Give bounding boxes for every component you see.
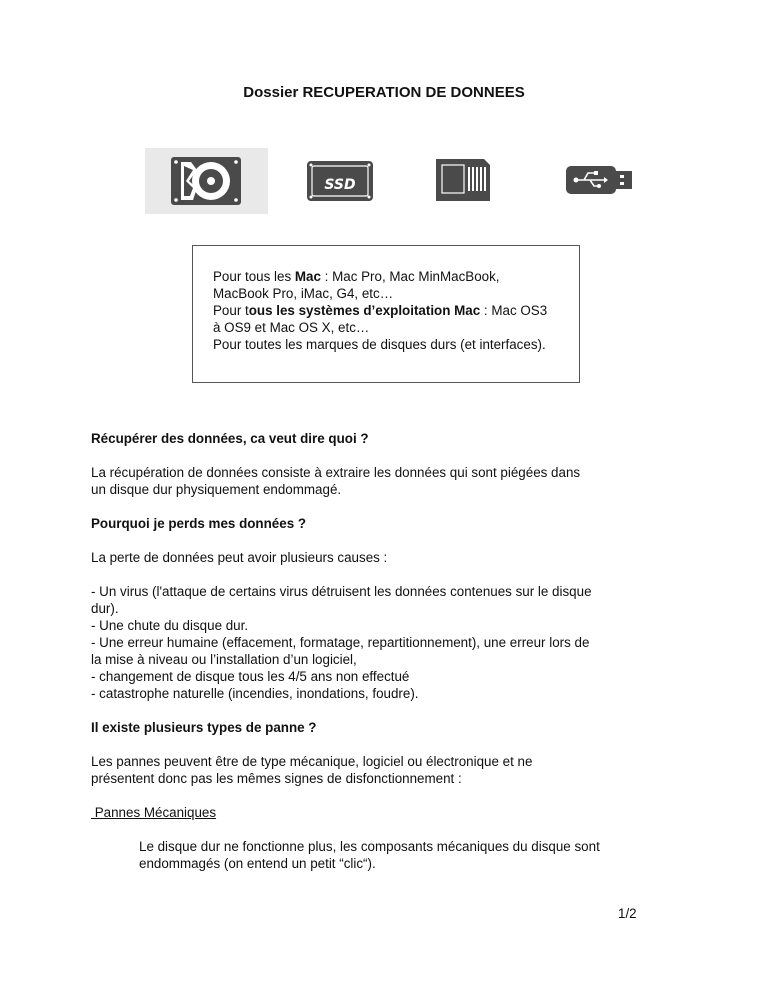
list-line: - Une chute du disque dur. xyxy=(91,618,249,633)
paragraph-line: un disque dur physiquement endommagé. xyxy=(91,482,342,497)
list-line: dur). xyxy=(91,601,119,616)
subheading-pannes-mecaniques: Pannes Mécaniques xyxy=(91,805,217,820)
hard-drive-icon xyxy=(145,148,268,214)
box-line-1: Pour tous les Mac : Mac Pro, Mac MinMacBook, xyxy=(213,269,500,284)
paragraph-line: La perte de données peut avoir plusieurs causes : xyxy=(91,550,388,565)
heading-types-panne: Il existe plusieurs types de panne ? xyxy=(91,720,317,735)
list-line: - changement de disque tous les 4/5 ans non effectué xyxy=(91,669,410,684)
heading-recuperer: Récupérer des données, ca veut dire quoi ? xyxy=(91,431,369,446)
box-line-2: MacBook Pro, iMac, G4, etc… xyxy=(213,286,394,301)
list-line: la mise à niveau ou l’installation d’un logiciel, xyxy=(91,652,357,667)
paragraph-line: Les pannes peuvent être de type mécanique, logiciel ou électronique et ne xyxy=(91,754,533,769)
ssd-label: SSD xyxy=(324,177,356,193)
heading-pourquoi: Pourquoi je perds mes données ? xyxy=(91,516,307,531)
compatibility-box xyxy=(192,245,580,383)
sd-card-icon xyxy=(430,155,496,205)
page-number: 1/2 xyxy=(618,906,637,921)
box-line-5: Pour toutes les marques de disques durs (et interfaces). xyxy=(213,337,546,352)
paragraph-line: endommagés (on entend un petit “clic“). xyxy=(139,856,376,871)
list-line: - catastrophe naturelle (incendies, inondations, foudre). xyxy=(91,686,419,701)
paragraph-line: Le disque dur ne fonctionne plus, les composants mécaniques du disque sont xyxy=(139,839,600,854)
ssd-icon xyxy=(300,155,380,205)
usb-drive-icon xyxy=(560,160,640,200)
list-line: - Une erreur humaine (effacement, formatage, repartitionnement), une erreur lors de xyxy=(91,635,590,650)
list-line: - Un virus (l'attaque de certains virus détruisent les données contenues sur le disque xyxy=(91,584,592,599)
paragraph-line: La récupération de données consiste à extraire les données qui sont piégées dans xyxy=(91,465,581,480)
box-line-4: à OS9 et Mac OS X, etc… xyxy=(213,320,370,335)
paragraph-line: présentent donc pas les mêmes signes de disfonctionnement : xyxy=(91,771,462,786)
box-line-3: Pour tous les systèmes d’exploitation Mac : Mac OS3 xyxy=(213,303,548,318)
document-body xyxy=(91,430,691,872)
document-title: Dossier RECUPERATION DE DONNEES xyxy=(243,84,525,101)
